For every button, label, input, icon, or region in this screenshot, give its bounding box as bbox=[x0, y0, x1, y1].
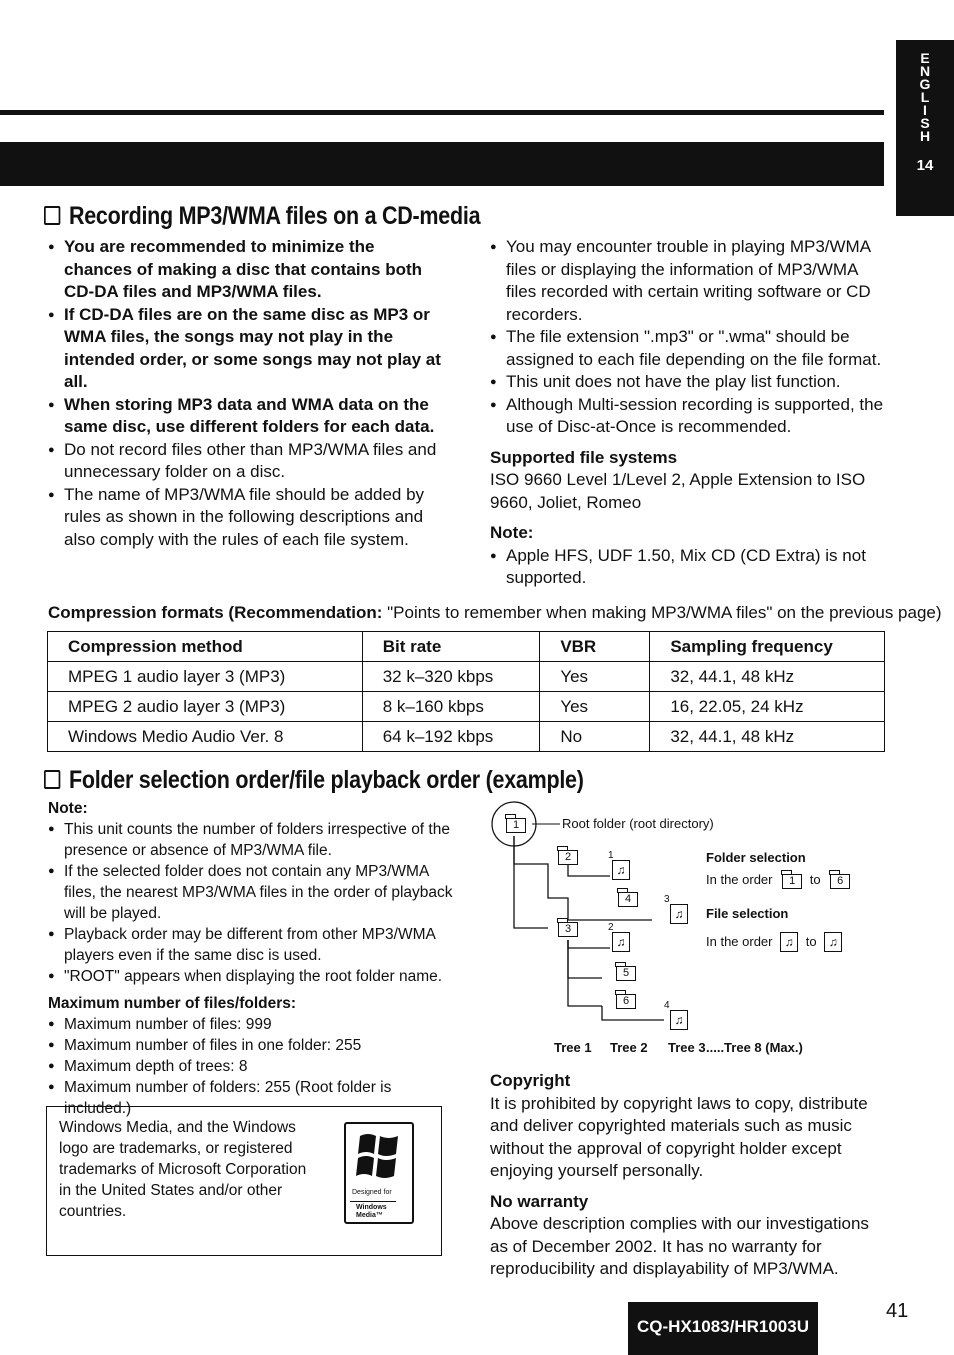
file-order-4: 4 bbox=[664, 1000, 670, 1011]
note-heading: Note: bbox=[490, 523, 534, 542]
language-tab-letter: L bbox=[920, 89, 930, 105]
bullet-item: ● Although Multi-session recording is supported, the use of Disc-at-Once is recommended. bbox=[490, 394, 884, 439]
max-bullets bbox=[48, 1014, 458, 1119]
section1-right-column bbox=[490, 236, 884, 590]
section2-note-heading: Note: bbox=[48, 800, 88, 817]
compression-caption-rest: "Points to remember when making MP3/WMA files" on the previous page) bbox=[382, 603, 942, 622]
section1-right-bullets bbox=[490, 236, 884, 439]
language-tab bbox=[896, 40, 954, 216]
file-from-icon: ♫ bbox=[780, 932, 798, 952]
section1-heading bbox=[44, 202, 551, 231]
to-word: to bbox=[809, 872, 821, 887]
warranty-heading: No warranty bbox=[490, 1191, 589, 1211]
root-label: Root folder (root directory) bbox=[562, 816, 714, 831]
bullet-item: ● If CD-DA files are on the same disc as MP3 or WMA files, the songs may not play in the intended order, or some songs may not play at all. bbox=[48, 304, 442, 394]
bullet-item: ● The name of MP3/WMA file should be added by rules as shown in the following descriptions and also comply with the rules of each file system. bbox=[48, 484, 442, 552]
max-heading: Maximum number of files/folders: bbox=[48, 995, 297, 1012]
bullet-item: ● Maximum number of files in one folder: 255 bbox=[48, 1035, 458, 1056]
header-rule bbox=[0, 110, 884, 115]
note-bullet: ● Apple HFS, UDF 1.50, Mix CD (CD Extra) is not supported. bbox=[490, 545, 884, 590]
trademark-text: Windows Media, and the Windows logo are trademarks, or registered trademarks of Microsoft Corporation in the United States and/or other countries. bbox=[59, 1119, 307, 1220]
model-number: CQ-HX1083/HR1003U bbox=[628, 1302, 818, 1355]
table-body bbox=[48, 662, 885, 752]
bullet-item: ● If the selected folder does not contain any MP3/WMA files, the nearest MP3/WMA files in the order of playback will be played. bbox=[48, 861, 458, 924]
folder-icon-6: 6 bbox=[616, 994, 636, 1009]
table-cell: Yes bbox=[540, 692, 650, 722]
section2-left-column bbox=[48, 798, 458, 1119]
bullet-item: ● Maximum depth of trees: 8 bbox=[48, 1056, 458, 1077]
section2-heading bbox=[44, 766, 672, 795]
compression-caption-bold: Compression formats (Recommendation: bbox=[48, 603, 383, 622]
bullet-item: ● You may encounter trouble in playing MP3/WMA files or displaying the information of MP3/WMA files recorded with certain writing software or CD recorders. bbox=[490, 236, 884, 326]
bullet-item: ● The file extension ".mp3" or ".wma" should be assigned to each file depending on the file format. bbox=[490, 326, 884, 371]
language-tab-letter: S bbox=[920, 115, 930, 131]
windows-media-logo bbox=[344, 1122, 414, 1224]
table-cell: 32, 44.1, 48 kHz bbox=[650, 722, 885, 752]
table-cell: 8 k–160 kbps bbox=[362, 692, 540, 722]
column-header: VBR bbox=[540, 632, 650, 662]
table-cell: MPEG 1 audio layer 3 (MP3) bbox=[48, 662, 363, 692]
copyright-text: It is prohibited by copyright laws to copy, distribute and deliver copyrighted materials such as music without the approval of copyright holder except enjoying yourself personally. bbox=[490, 1093, 868, 1180]
tree-label-2: Tree 2 bbox=[610, 1040, 648, 1055]
tree-label-8: .....Tree 8 (Max.) bbox=[706, 1040, 803, 1055]
supported-text: ISO 9660 Level 1/Level 2, Apple Extension to ISO 9660, Joliet, Romeo bbox=[490, 470, 866, 512]
folder-icon-1: 1 bbox=[506, 818, 526, 833]
logo-windows-media: Windows Media™ bbox=[350, 1201, 396, 1220]
header-band bbox=[0, 142, 884, 186]
music-file-icon-4: ♫ bbox=[670, 1010, 688, 1030]
table-cell: 16, 22.05, 24 kHz bbox=[650, 692, 885, 722]
table-cell: 64 k–192 kbps bbox=[362, 722, 540, 752]
file-order-2: 2 bbox=[608, 922, 614, 933]
bullet-item: ● Maximum number of folders: 255 (Root folder is included.) bbox=[48, 1077, 458, 1119]
folder-tree-diagram bbox=[484, 800, 884, 1060]
column-header: Sampling frequency bbox=[650, 632, 885, 662]
bullet-item: ● This unit does not have the play list function. bbox=[490, 371, 884, 394]
language-tab-letters bbox=[896, 52, 954, 143]
chapter-number: 14 bbox=[916, 157, 934, 174]
folder-to-icon: 6 bbox=[830, 874, 850, 889]
bullet-item: ● "ROOT" appears when displaying the root folder name. bbox=[48, 966, 458, 987]
table-cell: No bbox=[540, 722, 650, 752]
logo-designed-for: Designed for bbox=[352, 1189, 392, 1196]
table-cell: Windows Medio Audio Ver. 8 bbox=[48, 722, 363, 752]
to-word: to bbox=[805, 934, 817, 949]
table-cell: Yes bbox=[540, 662, 650, 692]
section1-title: Recording MP3/WMA files on a CD-media bbox=[68, 202, 481, 230]
warranty-text: Above description complies with our investigations as of December 2002. It has no warranty for reproducibility and displayability of MP3/WMA. bbox=[490, 1214, 869, 1278]
file-order-1: 1 bbox=[608, 850, 614, 861]
folder-icon-4: 4 bbox=[618, 892, 638, 907]
copyright-heading: Copyright bbox=[490, 1071, 571, 1090]
table-header-row bbox=[48, 632, 885, 662]
compression-caption bbox=[48, 603, 942, 623]
section1-left-column bbox=[48, 236, 442, 551]
file-selection-heading: File selection bbox=[706, 906, 789, 921]
supported-heading: Supported file systems bbox=[490, 447, 678, 467]
bullet-item: ● Playback order may be different from other MP3/WMA players even if the same disc is used. bbox=[48, 924, 458, 966]
folder-icon-5: 5 bbox=[616, 966, 636, 981]
windows-flag-icon bbox=[346, 1124, 412, 1184]
tree-label-1: Tree 1 bbox=[554, 1040, 592, 1055]
bullet-item: ● This unit counts the number of folders irrespective of the presence or absence of MP3/WMA file. bbox=[48, 819, 458, 861]
folder-selection-heading: Folder selection bbox=[706, 850, 806, 865]
tree-label-3: Tree 3 bbox=[668, 1040, 706, 1055]
music-file-icon-2: ♫ bbox=[612, 932, 630, 952]
bullet-item: ● When storing MP3 data and WMA data on the same disc, use different folders for each data. bbox=[48, 394, 442, 439]
language-tab-letter: G bbox=[919, 76, 931, 92]
section2-title: Folder selection order/file playback order (example) bbox=[68, 766, 584, 794]
bullet-item: ● Maximum number of files: 999 bbox=[48, 1014, 458, 1035]
folder-selection-order bbox=[706, 872, 850, 889]
file-to-icon: ♫ bbox=[824, 932, 842, 952]
language-tab-letter: I bbox=[923, 102, 927, 118]
music-file-icon-1: ♫ bbox=[612, 860, 630, 880]
folder-icon-2: 2 bbox=[558, 850, 578, 865]
bullet-item: ● Do not record files other than MP3/WMA files and unnecessary folder on a disc. bbox=[48, 439, 442, 484]
table-cell: MPEG 2 audio layer 3 (MP3) bbox=[48, 692, 363, 722]
table-row bbox=[48, 692, 885, 722]
column-header: Bit rate bbox=[362, 632, 540, 662]
section2-note-bullets bbox=[48, 819, 458, 987]
page-number: 41 bbox=[886, 1300, 909, 1322]
file-selection-order bbox=[706, 932, 842, 952]
folder-from-icon: 1 bbox=[782, 874, 802, 889]
table-cell: 32 k–320 kbps bbox=[362, 662, 540, 692]
file-selection-text: In the order bbox=[706, 934, 773, 949]
table-cell: 32, 44.1, 48 kHz bbox=[650, 662, 885, 692]
checkbox-square-icon bbox=[44, 770, 60, 789]
language-tab-letter: H bbox=[919, 128, 931, 144]
compression-table bbox=[47, 631, 885, 752]
section2-right-column bbox=[490, 1070, 884, 1281]
bullet-item: ● You are recommended to minimize the chances of making a disc that contains both CD-DA files and MP3/WMA files. bbox=[48, 236, 442, 304]
table-row bbox=[48, 662, 885, 692]
language-tab-letter: N bbox=[919, 63, 931, 79]
folder-icon-3: 3 bbox=[558, 922, 578, 937]
table-row bbox=[48, 722, 885, 752]
column-header: Compression method bbox=[48, 632, 363, 662]
music-file-icon-3: ♫ bbox=[670, 904, 688, 924]
language-tab-letter: E bbox=[920, 50, 930, 66]
checkbox-square-icon bbox=[44, 206, 60, 225]
folder-selection-text: In the order bbox=[706, 872, 773, 887]
file-order-3: 3 bbox=[664, 894, 670, 905]
